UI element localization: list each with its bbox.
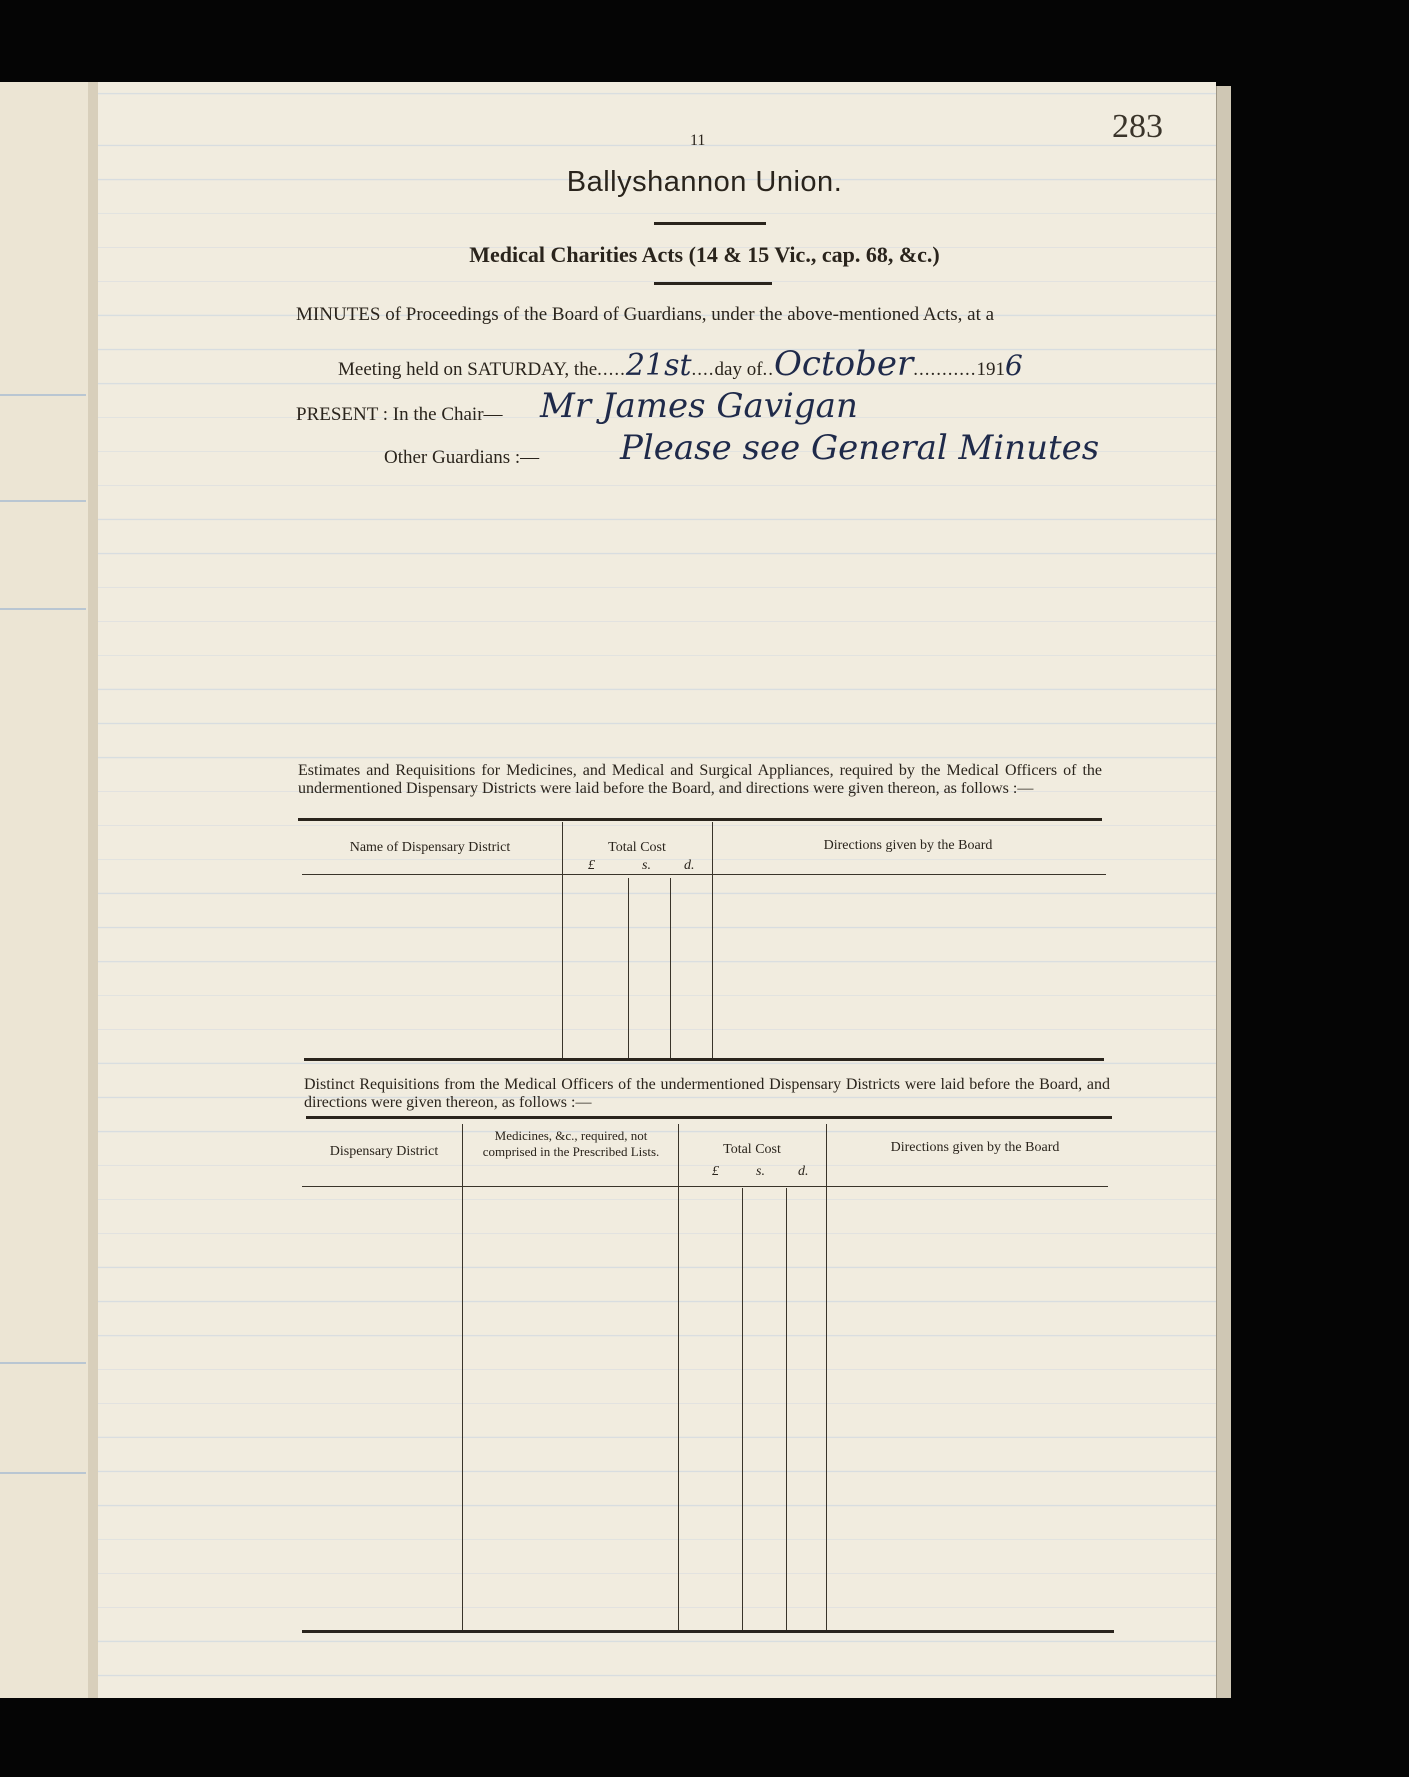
estimates-top-rule [298,818,1102,821]
year-prefix: 191 [976,359,1005,380]
distinct-col-medicines: Medicines, &c., required, not comprised in the Prescribed Lists. [482,1128,660,1159]
estimates-shillings: s. [642,858,651,873]
estimates-divider [712,822,713,1058]
distinct-col-directions: Directions given by the Board [890,1140,1060,1155]
estimates-col-directions: Directions given by the Board [823,838,993,853]
estimates-col-cost: Total Cost [608,840,666,855]
distinct-pounds: £ [712,1164,719,1179]
page-edge [1216,86,1231,1698]
distinct-divider [462,1124,463,1630]
estimates-intro: Estimates and Requisitions for Medicines, and Medical and Surgical Appliances, required by the Medical Officers of the undermentioned Dispensary Districts were laid before the Board, and directions were given thereon, as follows :— [298,762,1102,797]
handwritten-month: October [774,344,914,384]
acts-title: Medical Charities Acts (14 & 15 Vic., cap. 68, &c.) [469,242,940,267]
folio-number: 283 [1112,108,1163,145]
meeting-line: Meeting held on SATURDAY, the.....21st....day of..October...........1916 [338,344,1023,384]
estimates-pounds: £ [588,858,595,873]
day-word: day of [714,359,763,380]
handwritten-day: 21st [625,348,692,383]
distinct-top-rule [306,1116,1112,1119]
facing-page [0,82,91,1698]
union-title: Ballyshannon Union. [566,166,843,198]
other-guardians-label: Other Guardians :— [384,447,540,468]
distinct-divider [742,1188,743,1630]
estimates-bottom-rule [304,1058,1104,1061]
distinct-divider [678,1124,679,1630]
book-gutter [88,82,98,1698]
distinct-divider [826,1124,827,1630]
estimates-pence: d. [684,858,695,873]
estimates-divider [670,878,671,1058]
distinct-pence: d. [798,1164,809,1179]
distinct-intro: Distinct Requisitions from the Medical Officers of the undermentioned Dispensary Districts were laid before the Board, and directions were given thereon, as follows :— [304,1076,1110,1111]
estimates-header-rule [302,874,1106,875]
distinct-col-district: Dispensary District [329,1144,439,1159]
estimates-col-district: Name of Dispensary District [349,840,511,855]
distinct-header-rule [302,1186,1108,1187]
title-rule [654,222,766,225]
page-number-small: 11 [690,132,706,149]
meeting-prefix: Meeting held on SATURDAY, the [338,359,598,380]
present-label: PRESENT : In the Chair— [296,404,503,425]
acts-rule [654,282,772,285]
handwritten-year-digit: 6 [1004,349,1023,382]
handwritten-other-guardians: Please see General Minutes [620,428,1100,468]
minutes-line: MINUTES of Proceedings of the Board of Guardians, under the above-mentioned Acts, at a [296,304,995,325]
distinct-bottom-rule [302,1630,1114,1633]
estimates-divider [628,878,629,1058]
distinct-divider [786,1188,787,1630]
handwritten-chair: Mr James Gavigan [540,386,858,426]
estimates-divider [562,822,563,1058]
distinct-col-cost: Total Cost [723,1142,781,1157]
distinct-shillings: s. [756,1164,765,1179]
